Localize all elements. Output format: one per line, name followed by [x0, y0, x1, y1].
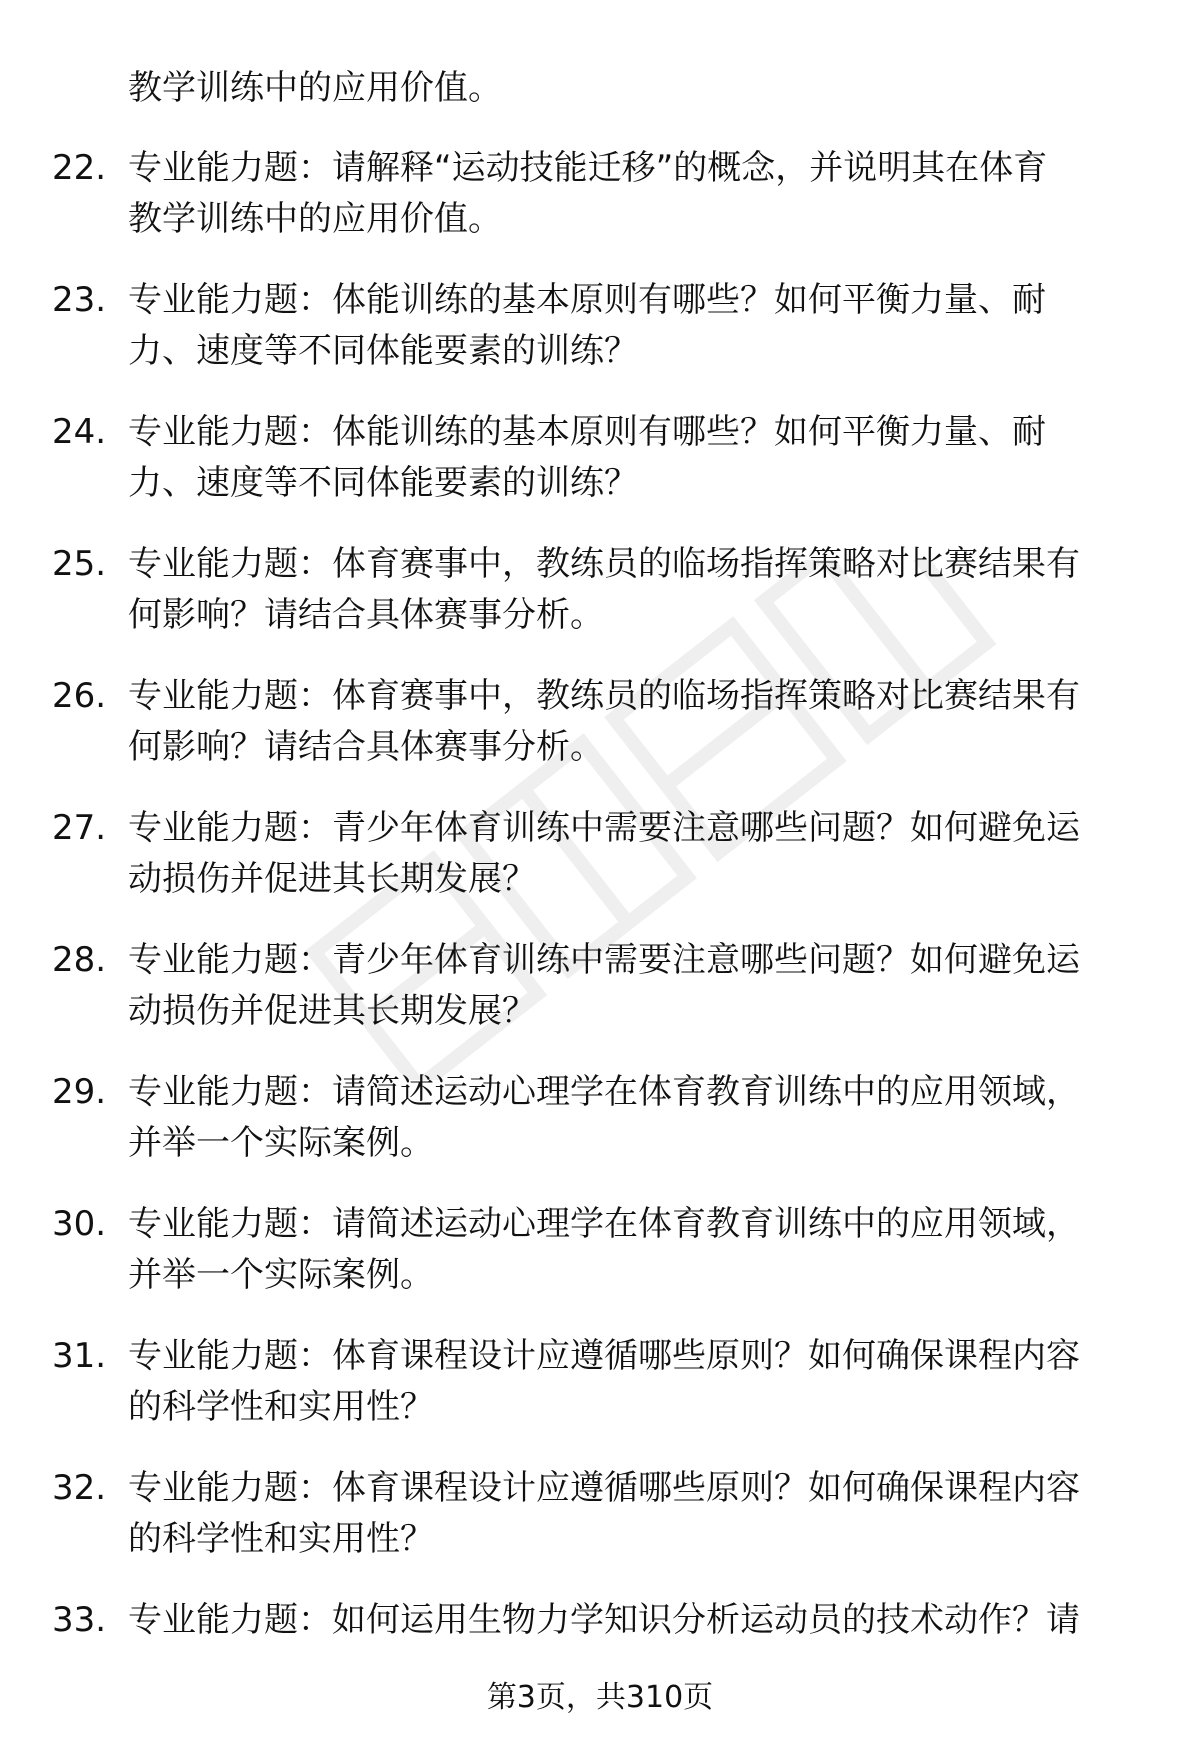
question-number: 31. — [52, 1336, 107, 1376]
question-text-line: 并举一个实际案例。 — [128, 1255, 434, 1295]
question-item — [0, 1196, 1200, 1328]
question-text-line: 专业能力题：青少年体育训练中需要注意哪些问题？如何避免运 — [128, 808, 1080, 848]
question-number: 26. — [52, 676, 107, 716]
question-text-line: 专业能力题：体能训练的基本原则有哪些？如何平衡力量、耐 — [128, 280, 1046, 320]
question-number: 30. — [52, 1204, 107, 1244]
question-number: 27. — [52, 808, 107, 848]
question-number: 29. — [52, 1072, 107, 1112]
question-item — [0, 668, 1200, 800]
question-number: 28. — [52, 940, 107, 980]
question-item — [0, 932, 1200, 1064]
question-list — [0, 140, 1200, 1724]
question-text-line: 何影响？请结合具体赛事分析。 — [128, 727, 604, 767]
question-number: 32. — [52, 1468, 107, 1508]
question-item — [0, 1064, 1200, 1196]
question-text-line: 力、速度等不同体能要素的训练？ — [128, 331, 638, 371]
question-item — [0, 800, 1200, 932]
question-text-line: 的科学性和实用性？ — [128, 1519, 434, 1559]
question-text-line: 专业能力题：请简述运动心理学在体育教育训练中的应用领域， — [128, 1072, 1080, 1112]
question-text-line: 何影响？请结合具体赛事分析。 — [128, 595, 604, 635]
question-number: 23. — [52, 280, 107, 320]
question-item — [0, 140, 1200, 272]
question-item — [0, 1328, 1200, 1460]
question-text-line: 教学训练中的应用价值。 — [128, 199, 502, 239]
question-text-line: 专业能力题：青少年体育训练中需要注意哪些问题？如何避免运 — [128, 940, 1080, 980]
question-number: 33. — [52, 1600, 107, 1640]
question-text-line: 专业能力题：体能训练的基本原则有哪些？如何平衡力量、耐 — [128, 412, 1046, 452]
question-item — [0, 272, 1200, 404]
question-text-line: 并举一个实际案例。 — [128, 1123, 434, 1163]
question-text-line: 专业能力题：体育课程设计应遵循哪些原则？如何确保课程内容 — [128, 1468, 1080, 1508]
question-text-line: 动损伤并促进其长期发展？ — [128, 991, 536, 1031]
question-item — [0, 536, 1200, 668]
question-item — [0, 404, 1200, 536]
question-text-line: 专业能力题：请解释“运动技能迁移”的概念，并说明其在体育 — [128, 148, 1048, 188]
question-text-line: 专业能力题：体育赛事中，教练员的临场指挥策略对比赛结果有 — [128, 544, 1080, 584]
question-text-line: 动损伤并促进其长期发展？ — [128, 859, 536, 899]
question-item — [0, 1460, 1200, 1592]
question-number: 24. — [52, 412, 107, 452]
question-text-line: 专业能力题：如何运用生物力学知识分析运动员的技术动作？请 — [128, 1600, 1080, 1640]
question-text-line: 专业能力题：体育赛事中，教练员的临场指挥策略对比赛结果有 — [128, 676, 1080, 716]
question-text-line: 专业能力题：请简述运动心理学在体育教育训练中的应用领域， — [128, 1204, 1080, 1244]
question-number: 25. — [52, 544, 107, 584]
question-text-line: 力、速度等不同体能要素的训练？ — [128, 463, 638, 503]
question-number: 22. — [52, 148, 107, 188]
page-footer: 第3页，共310页 — [486, 1680, 714, 1715]
question-text-line: 专业能力题：体育课程设计应遵循哪些原则？如何确保课程内容 — [128, 1336, 1080, 1376]
question-text-line: 的科学性和实用性？ — [128, 1387, 434, 1427]
continuation-text: 教学训练中的应用价值。 — [128, 68, 502, 108]
